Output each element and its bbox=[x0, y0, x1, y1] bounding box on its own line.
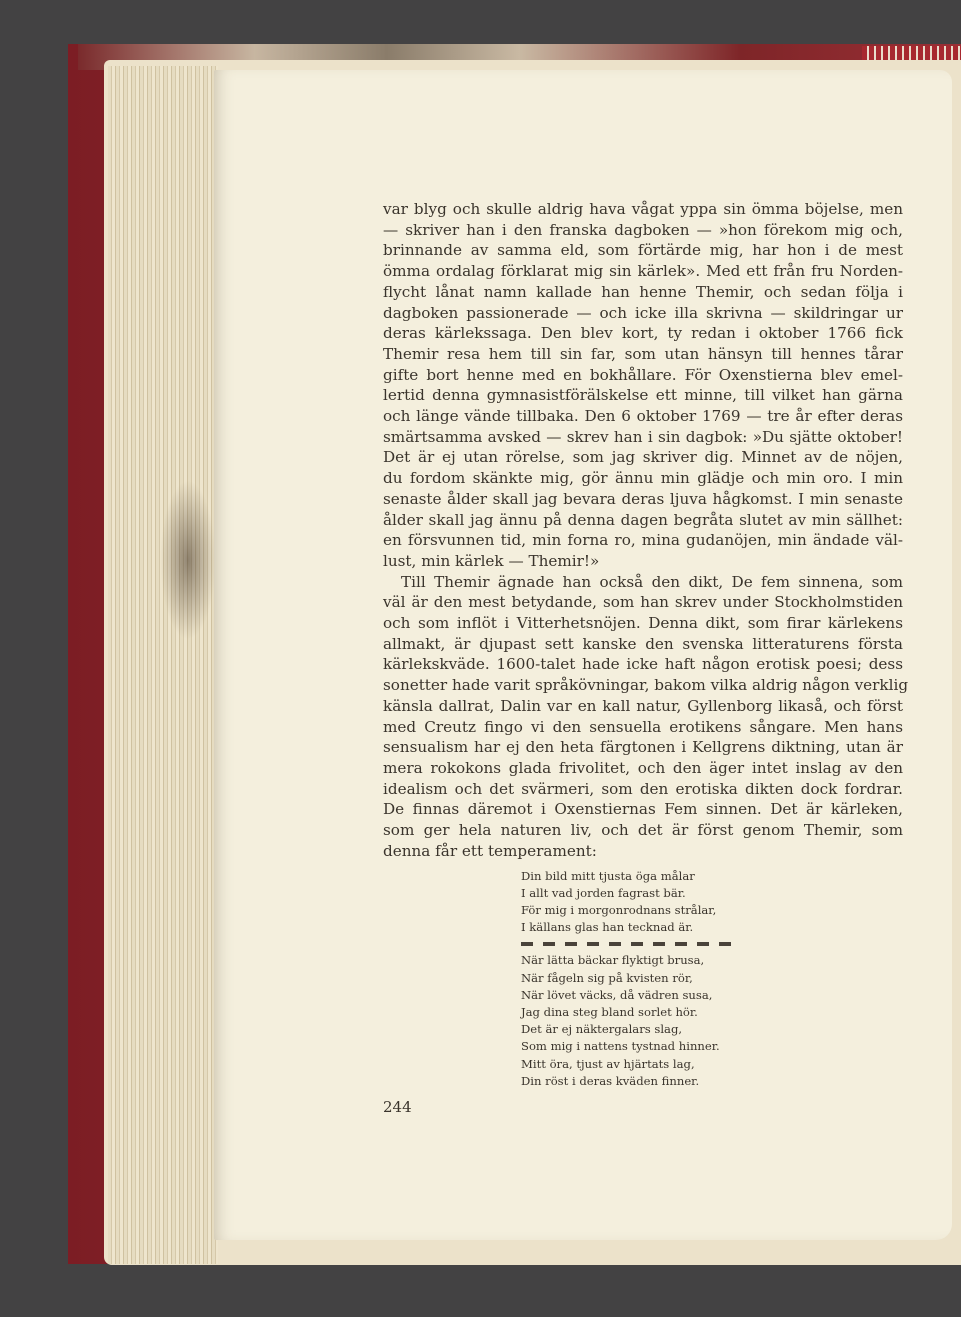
stanza-separator bbox=[521, 942, 733, 946]
poem-line: När lövet väcks, då vädren susa, bbox=[521, 987, 713, 1002]
poem-line: Det är ej näktergalars slag, bbox=[521, 1022, 683, 1037]
prose-line: smärtsamma avsked — skrev han i sin dagbok: »Du sjätte oktober! bbox=[383, 427, 903, 446]
poem-line: Som mig i nattens tystnad hinner. bbox=[521, 1039, 720, 1054]
prose-line: senaste ålder skall jag bevara deras ljuva hågkomst. I min senaste bbox=[383, 489, 903, 508]
poem-line: Din bild mitt tjusta öga målar bbox=[521, 868, 695, 883]
prose-line: du fordom skänkte mig, gör ännu min glädje och min oro. I min bbox=[383, 469, 903, 488]
prose-line: allmakt, är djupast sett kanske den svenska litteraturens första bbox=[383, 634, 903, 653]
prose-line: denna får ett temperament: bbox=[383, 841, 597, 860]
poem-line: I källans glas han tecknad är. bbox=[521, 920, 694, 935]
prose-line: brinnande av samma eld, som förtärde mig, har hon i de mest bbox=[383, 241, 903, 260]
prose-line: väl är den mest betydande, som han skrev under Stockholmstiden bbox=[383, 593, 903, 612]
poem-line: Jag dina steg bland sorlet hör. bbox=[521, 1004, 698, 1019]
prose-line: lust, min kärlek — Themir!» bbox=[383, 551, 600, 570]
prose-line: en försvunnen tid, min forna ro, mina gudanöjen, min ändade väl- bbox=[383, 531, 903, 550]
prose-line: var blyg och skulle aldrig hava vågat yppa sin ömma böjelse, men bbox=[383, 200, 903, 218]
poem bbox=[521, 868, 903, 1090]
prose-line: med Creutz fingo vi den sensuella erotikens sångare. Men hans bbox=[383, 717, 903, 736]
prose-line: dagboken passionerade — och icke illa skrivna — skildringar ur bbox=[383, 303, 903, 322]
prose-line: flycht lånat namn kallade han henne Themir, och sedan följa i bbox=[383, 282, 903, 301]
poem-line: För mig i morgonrodnans strålar, bbox=[521, 902, 717, 917]
prose-line: — skriver han i den franska dagboken — »hon förekom mig och, bbox=[383, 220, 903, 239]
poem-line: I allt vad jorden fagrast bär. bbox=[521, 885, 686, 900]
prose-line: sensualism har ej den heta färgtonen i Kellgrens diktning, utan är bbox=[383, 738, 903, 757]
prose-line: De finnas däremot i Oxenstiernas Fem sinnen. Det är kärleken, bbox=[383, 800, 903, 819]
prose-line: idealism och det svärmeri, som den erotiska dikten dock fordrar. bbox=[383, 779, 903, 798]
prose-line: Themir resa hem till sin far, som utan hänsyn till hennes tårar bbox=[383, 344, 903, 363]
page-text bbox=[383, 199, 909, 1090]
poem-line: Mitt öra, tjust av hjärtats lag, bbox=[521, 1056, 695, 1071]
prose-line: deras kärlekssaga. Den blev kort, ty redan i oktober 1766 fick bbox=[383, 324, 903, 343]
page-edges bbox=[108, 66, 218, 1264]
prose-line: Till Themir ägnade han också den dikt, De fem sinnena, som bbox=[401, 572, 903, 591]
poem-line: När fågeln sig på kvisten rör, bbox=[521, 970, 693, 985]
prose-line: lertid denna gymnasistförälskelse ett minne, till vilket han gärna bbox=[383, 386, 903, 405]
page-number: 244 bbox=[383, 1098, 412, 1116]
poem-line: Din röst i deras kväden finner. bbox=[521, 1073, 700, 1088]
prose-line: mera rokokons glada frivolitet, och den äger intet inslag av den bbox=[383, 758, 903, 777]
prose-line: som ger hela naturen liv, och det är först genom Themir, som bbox=[383, 821, 903, 840]
prose-line: sonetter hade varit språkövningar, bakom vilka aldrig någon verklig bbox=[383, 676, 909, 695]
prose-line: och som inflöt i Vitterhetsnöjen. Denna dikt, som firar kärlekens bbox=[383, 614, 903, 633]
prose-line: ålder skall jag ännu på denna dagen begråta slutet av min sällhet: bbox=[383, 510, 903, 529]
poem-line: När lätta bäckar flyktigt brusa, bbox=[521, 953, 705, 968]
prose-line: Det är ej utan rörelse, som jag skriver dig. Minnet av de nöjen, bbox=[383, 448, 903, 467]
prose-line: känsla dallrat, Dalin var en kall natur, Gyllenborg likaså, och först bbox=[383, 696, 903, 715]
edge-stain bbox=[160, 480, 216, 640]
prose-line: kärlekskväde. 1600-talet hade icke haft någon erotisk poesi; dess bbox=[383, 655, 903, 674]
prose-line: ömma ordalag förklarat mig sin kärlek». Med ett från fru Norden- bbox=[383, 262, 903, 281]
prose-line: gifte bort henne med en bokhållare. För Oxenstierna blev emel- bbox=[383, 365, 903, 384]
prose-line: och länge vände tillbaka. Den 6 oktober 1769 — tre år efter deras bbox=[383, 407, 903, 426]
